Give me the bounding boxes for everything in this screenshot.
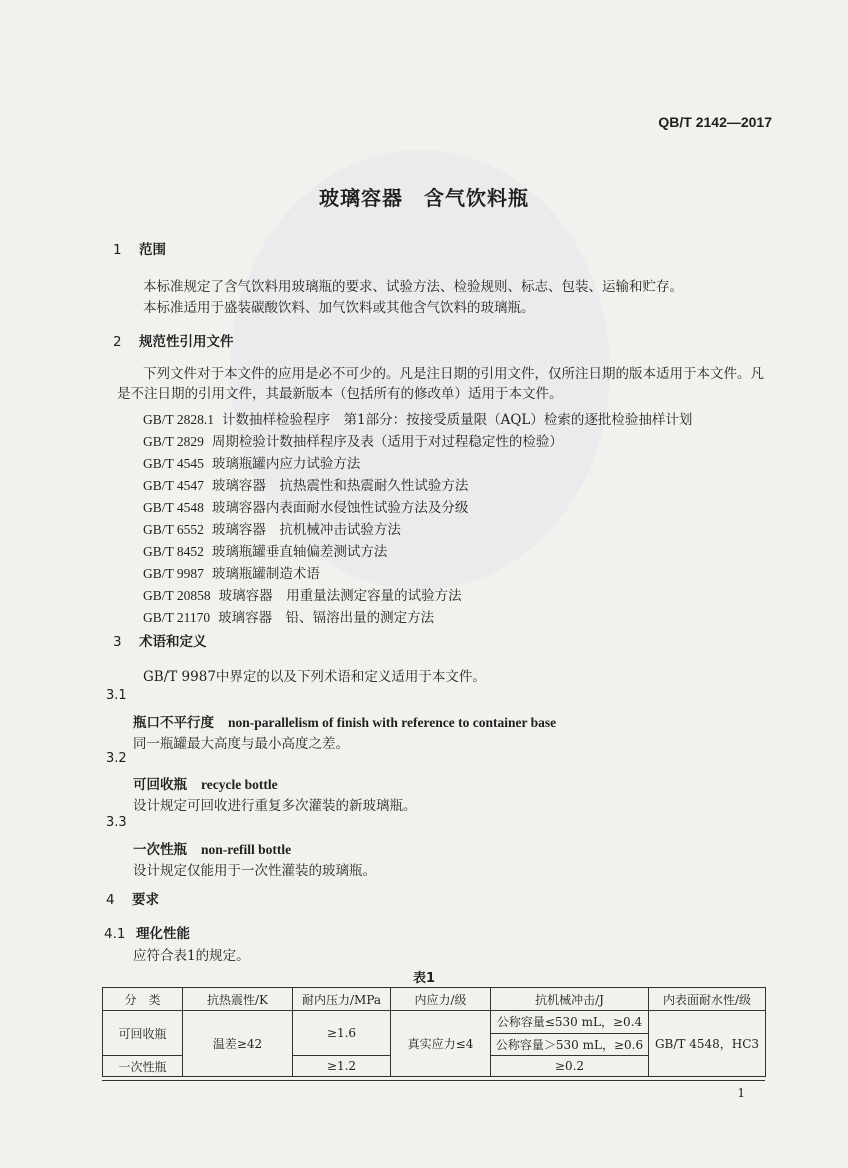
table-row xyxy=(103,1011,766,1034)
ref-item xyxy=(143,474,468,494)
term-zh: 瓶口不平行度 xyxy=(133,715,214,731)
table-caption: 表1 xyxy=(412,971,436,986)
references-intro: 下列文件对于本文件的应用是必不可少的。凡是注日期的引用文件，仅所注日期的版本适用于本文件。凡是不注日期的引用文件，其最新版本（包括所有的修改单）适用于本文件。 xyxy=(117,366,764,402)
cell-recycle-bottle: 可回收瓶 xyxy=(103,1011,183,1056)
ref-item xyxy=(143,584,462,604)
ref-item xyxy=(143,496,468,516)
scope-paragraph-2: 本标准适用于盛装碳酸饮料、加气饮料或其他含气饮料的玻璃瓶。 xyxy=(143,300,535,316)
cell-pressure-oneway: ≥1.2 xyxy=(293,1056,391,1077)
header-hydrolytic-resistance: 内表面耐水性/级 xyxy=(649,988,766,1011)
section-title: 范围 xyxy=(139,242,166,258)
section-title: 术语和定义 xyxy=(139,634,207,650)
ref-title: 周期检验计数抽样程序及表（适用于对过程稳定性的检验） xyxy=(211,434,563,450)
term-definition: 同一瓶罐最大高度与最小高度之差。 xyxy=(133,736,349,752)
section-4-heading xyxy=(106,888,159,908)
standard-number: QB/T 2142—2017 xyxy=(658,114,772,130)
ref-code: GB/T 4547 xyxy=(143,478,204,493)
ref-title: 玻璃容器内表面耐水侵蚀性试验方法及分级 xyxy=(211,500,469,516)
ref-code: GB/T 4545 xyxy=(143,456,204,471)
term-number: 3.2 xyxy=(106,751,127,766)
ref-title: 玻璃瓶罐垂直轴偏差测试方法 xyxy=(211,544,388,560)
cell-thermal-shock: 温差≥42 xyxy=(183,1011,293,1077)
ref-code: GB/T 2829 xyxy=(143,434,204,449)
ref-title: 玻璃容器 用重量法测定容量的试验方法 xyxy=(218,588,462,604)
section-title: 规范性引用文件 xyxy=(139,334,234,350)
term-heading xyxy=(133,711,556,731)
term-definition: 设计规定仅能用于一次性灌装的玻璃瓶。 xyxy=(133,863,376,879)
cell-impact-large: 公称容量＞530 mL，≥0.6 xyxy=(491,1033,649,1056)
cell-oneway-bottle: 一次性瓶 xyxy=(103,1056,183,1077)
ref-item xyxy=(143,408,692,428)
section-number: 2 xyxy=(113,334,122,350)
ref-title: 玻璃容器 铅、镉溶出量的测定方法 xyxy=(218,610,435,626)
ref-code: GB/T 21170 xyxy=(143,610,211,625)
ref-code: GB/T 9987 xyxy=(143,566,204,581)
header-internal-pressure: 耐内压力/MPa xyxy=(293,988,391,1011)
term-zh: 一次性瓶 xyxy=(133,842,187,858)
section-2-heading xyxy=(113,330,234,350)
ref-title: 玻璃瓶罐制造术语 xyxy=(211,566,320,582)
header-internal-stress: 内应力/级 xyxy=(391,988,491,1011)
cell-impact-small: 公称容量≤530 mL，≥0.4 xyxy=(491,1011,649,1034)
subsection-number: 4.1 xyxy=(104,926,126,942)
header-mechanical-impact: 抗机械冲击/J xyxy=(491,988,649,1011)
document-title: 玻璃容器 含气饮料瓶 xyxy=(319,186,529,210)
ref-item xyxy=(143,606,434,626)
terms-intro: GB/T 9987中界定的以及下列术语和定义适用于本文件。 xyxy=(143,669,486,685)
ref-item xyxy=(143,562,320,582)
term-number: 3.1 xyxy=(106,688,127,703)
ref-item xyxy=(143,540,387,560)
term-heading xyxy=(133,773,278,793)
section-3-heading xyxy=(113,630,207,650)
cell-internal-stress: 真实应力≤4 xyxy=(391,1011,491,1077)
page-number: 1 xyxy=(737,1086,745,1100)
cell-impact-oneway: ≥0.2 xyxy=(491,1056,649,1077)
ref-code: GB/T 20858 xyxy=(143,588,211,603)
section-number: 3 xyxy=(113,634,122,650)
subsection-text: 应符合表1的规定。 xyxy=(133,948,250,964)
ref-item xyxy=(143,518,401,538)
ref-item xyxy=(143,430,563,450)
ref-title: 玻璃瓶罐内应力试验方法 xyxy=(211,456,361,472)
cell-pressure-recycle: ≥1.6 xyxy=(293,1011,391,1056)
footer-rule xyxy=(102,1080,765,1081)
header-thermal-shock: 抗热震性/K xyxy=(183,988,293,1011)
section-1-heading xyxy=(113,238,166,258)
header-category: 分 类 xyxy=(103,988,183,1011)
ref-code: GB/T 6552 xyxy=(143,522,204,537)
term-en: recycle bottle xyxy=(201,777,278,792)
term-en: non-refill bottle xyxy=(201,842,292,857)
ref-title: 计数抽样检验程序 第1部分：按接受质量限（AQL）检索的逐批检验抽样计划 xyxy=(222,412,693,428)
section-number: 4 xyxy=(106,892,115,908)
term-zh: 可回收瓶 xyxy=(133,777,187,793)
subsection-4-1-heading xyxy=(104,922,190,942)
section-number: 1 xyxy=(113,242,122,258)
table-header-row xyxy=(103,988,766,1011)
ref-item xyxy=(143,452,360,472)
term-number: 3.3 xyxy=(106,815,127,830)
ref-code: GB/T 8452 xyxy=(143,544,204,559)
term-en: non-parallelism of finish with reference to container base xyxy=(228,715,557,730)
cell-hydrolytic: GB/T 4548，HC3 xyxy=(649,1011,766,1077)
term-heading xyxy=(133,838,291,858)
ref-code: GB/T 4548 xyxy=(143,500,204,515)
section-title: 要求 xyxy=(132,892,159,908)
scope-paragraph-1: 本标准规定了含气饮料用玻璃瓶的要求、试验方法、检验规则、标志、包装、运输和贮存。 xyxy=(143,279,683,295)
ref-title: 玻璃容器 抗机械冲击试验方法 xyxy=(211,522,401,538)
ref-title: 玻璃容器 抗热震性和热震耐久性试验方法 xyxy=(211,478,469,494)
ref-code: GB/T 2828.1 xyxy=(143,412,215,427)
subsection-title: 理化性能 xyxy=(136,926,190,942)
properties-table xyxy=(102,987,766,1077)
term-definition: 设计规定可回收进行重复多次灌装的新玻璃瓶。 xyxy=(133,798,417,814)
